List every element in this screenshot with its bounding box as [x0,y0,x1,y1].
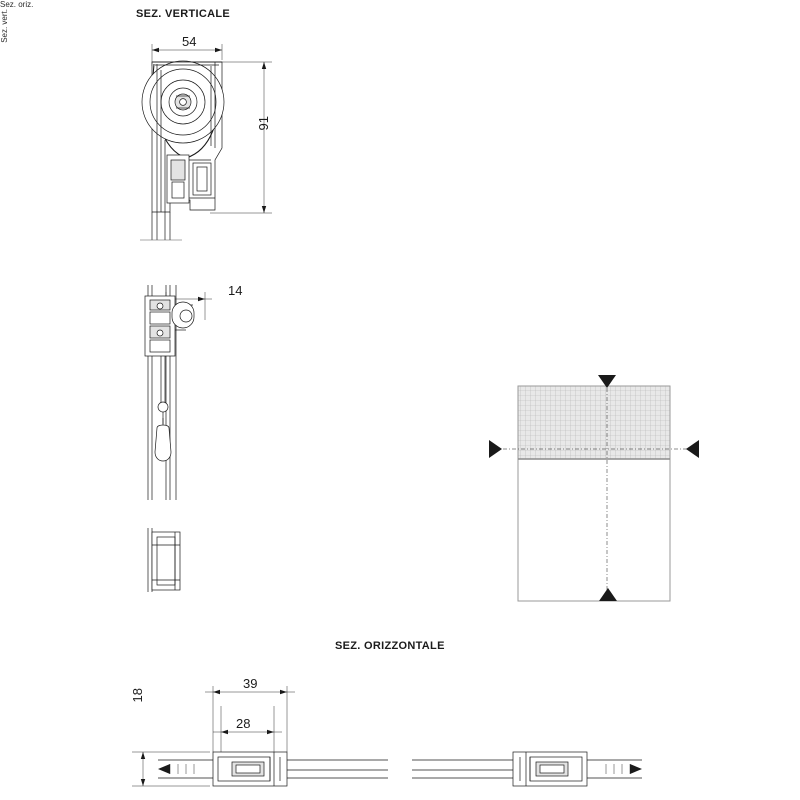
dimension-rail-inner-width: 28 [236,716,251,731]
key-horizontal-section-label: Sez. oriz. [0,0,34,9]
horizontal-section-right [412,752,642,786]
dimension-rail-height: 18 [130,688,145,703]
key-window-area [518,459,670,601]
dim-line-18 [132,752,210,786]
key-roller-area [518,386,670,459]
dimension-guide-depth: 14 [228,283,243,298]
dimension-box-width: 54 [182,34,197,49]
horizontal-section-title: SEZ. ORIZZONTALE [335,640,445,652]
pull-handle [155,425,171,461]
key-vertical-section-label: Sez. vert. [0,9,9,43]
horizontal-section-left [158,752,388,786]
dim-line-39 [205,686,295,752]
dimension-box-height: 91 [256,116,271,131]
dim-line-28 [213,706,282,752]
dimension-rail-total-width: 39 [243,676,258,691]
key-diagram [489,375,699,601]
vertical-section-title: SEZ. VERTICALE [136,8,231,20]
